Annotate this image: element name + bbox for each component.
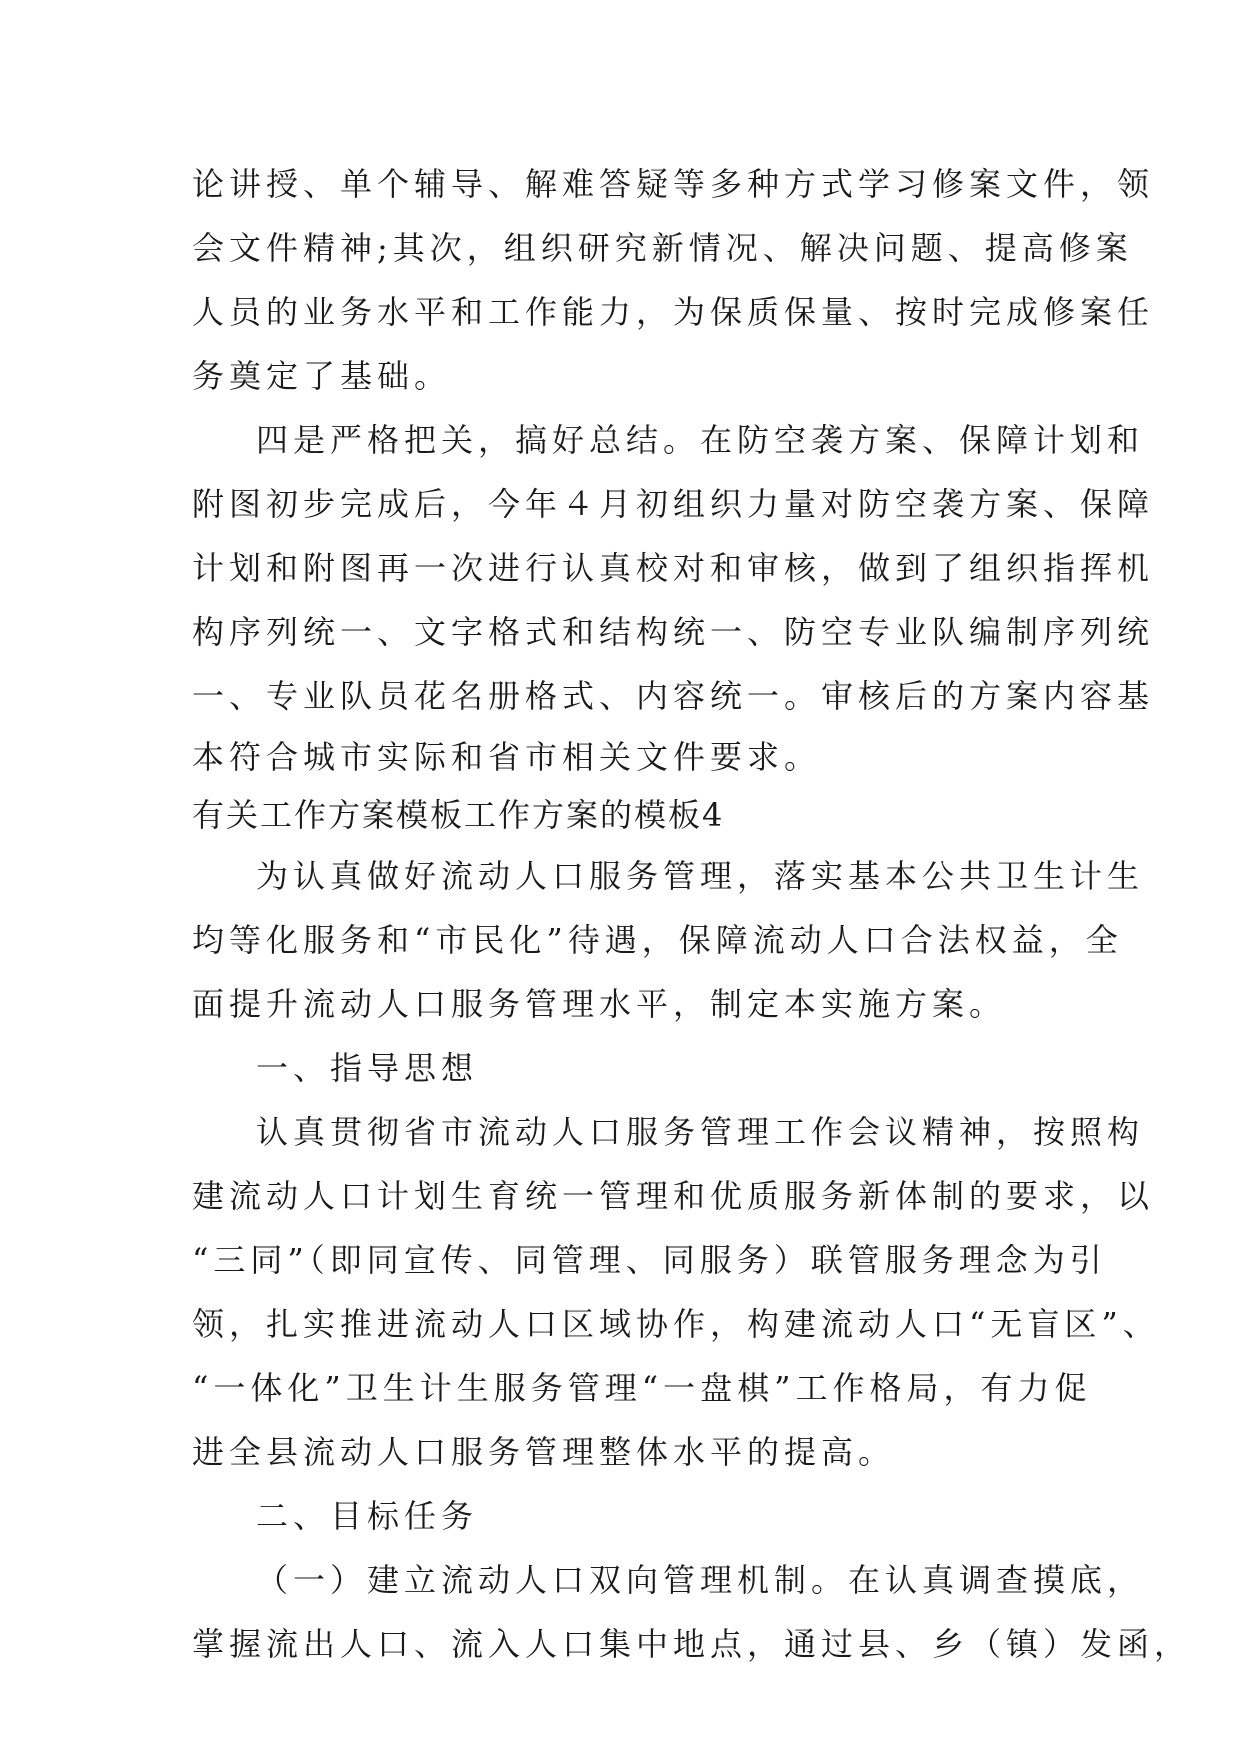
paragraph-line: （一）建立流动人口双向管理机制。在认真调查摸底，: [256, 1561, 1145, 1599]
section-title: 有关工作方案模板工作方案的模板4: [192, 796, 725, 834]
paragraph-line: 面提升流动人口服务管理水平，制定本实施方案。: [192, 985, 1007, 1023]
paragraph-line: 附图初步完成后，今年４月初组织力量对防空袭方案、保障: [192, 485, 1155, 523]
paragraph-line: 构序列统一、文字格式和结构统一、防空专业队编制序列统: [192, 613, 1155, 651]
paragraph-line: 进全县流动人口服务管理整体水平的提高。: [192, 1433, 896, 1471]
paragraph-line: 领，扎实推进流动人口区域协作，构建流动人口“无盲区”、: [192, 1305, 1160, 1343]
section-heading-targets: 二、目标任务: [256, 1497, 479, 1535]
paragraph-line: 论讲授、单个辅导、解难答疑等多种方式学习修案文件，领: [192, 165, 1155, 203]
paragraph-line: 四是严格把关，搞好总结。在防空袭方案、保障计划和: [256, 421, 1145, 459]
paragraph-line: 认真贯彻省市流动人口服务管理工作会议精神，按照构: [256, 1113, 1145, 1151]
paragraph-line: 均等化服务和“市民化”待遇，保障流动人口合法权益，全: [192, 921, 1123, 959]
paragraph-line: 本符合城市实际和省市相关文件要求。: [192, 738, 822, 776]
paragraph-line: 建流动人口计划生育统一管理和优质服务新体制的要求，以: [192, 1177, 1155, 1215]
paragraph-line: “一体化”卫生计生服务管理“一盘棋”工作格局，有力促: [192, 1369, 1092, 1407]
section-heading-guiding-ideology: 一、指导思想: [256, 1049, 479, 1087]
paragraph-line: 人员的业务水平和工作能力，为保质保量、按时完成修案任: [192, 293, 1155, 331]
paragraph-line: “三同”（即同宣传、同管理、同服务）联管服务理念为引: [192, 1241, 1107, 1279]
paragraph-line: 会文件精神;其次，组织研究新情况、解决问题、提高修案: [192, 229, 1133, 267]
paragraph-line: 为认真做好流动人口服务管理，落实基本公共卫生计生: [256, 857, 1145, 895]
paragraph-line: 掌握流出人口、流入人口集中地点，通过县、乡（镇）发函，: [192, 1625, 1192, 1663]
paragraph-line: 计划和附图再一次进行认真校对和审核，做到了组织指挥机: [192, 549, 1155, 587]
document-body: [192, 152, 1192, 1676]
paragraph-line: 务奠定了基础。: [192, 357, 452, 395]
paragraph-line: 一、专业队员花名册格式、内容统一。审核后的方案内容基: [192, 677, 1155, 715]
